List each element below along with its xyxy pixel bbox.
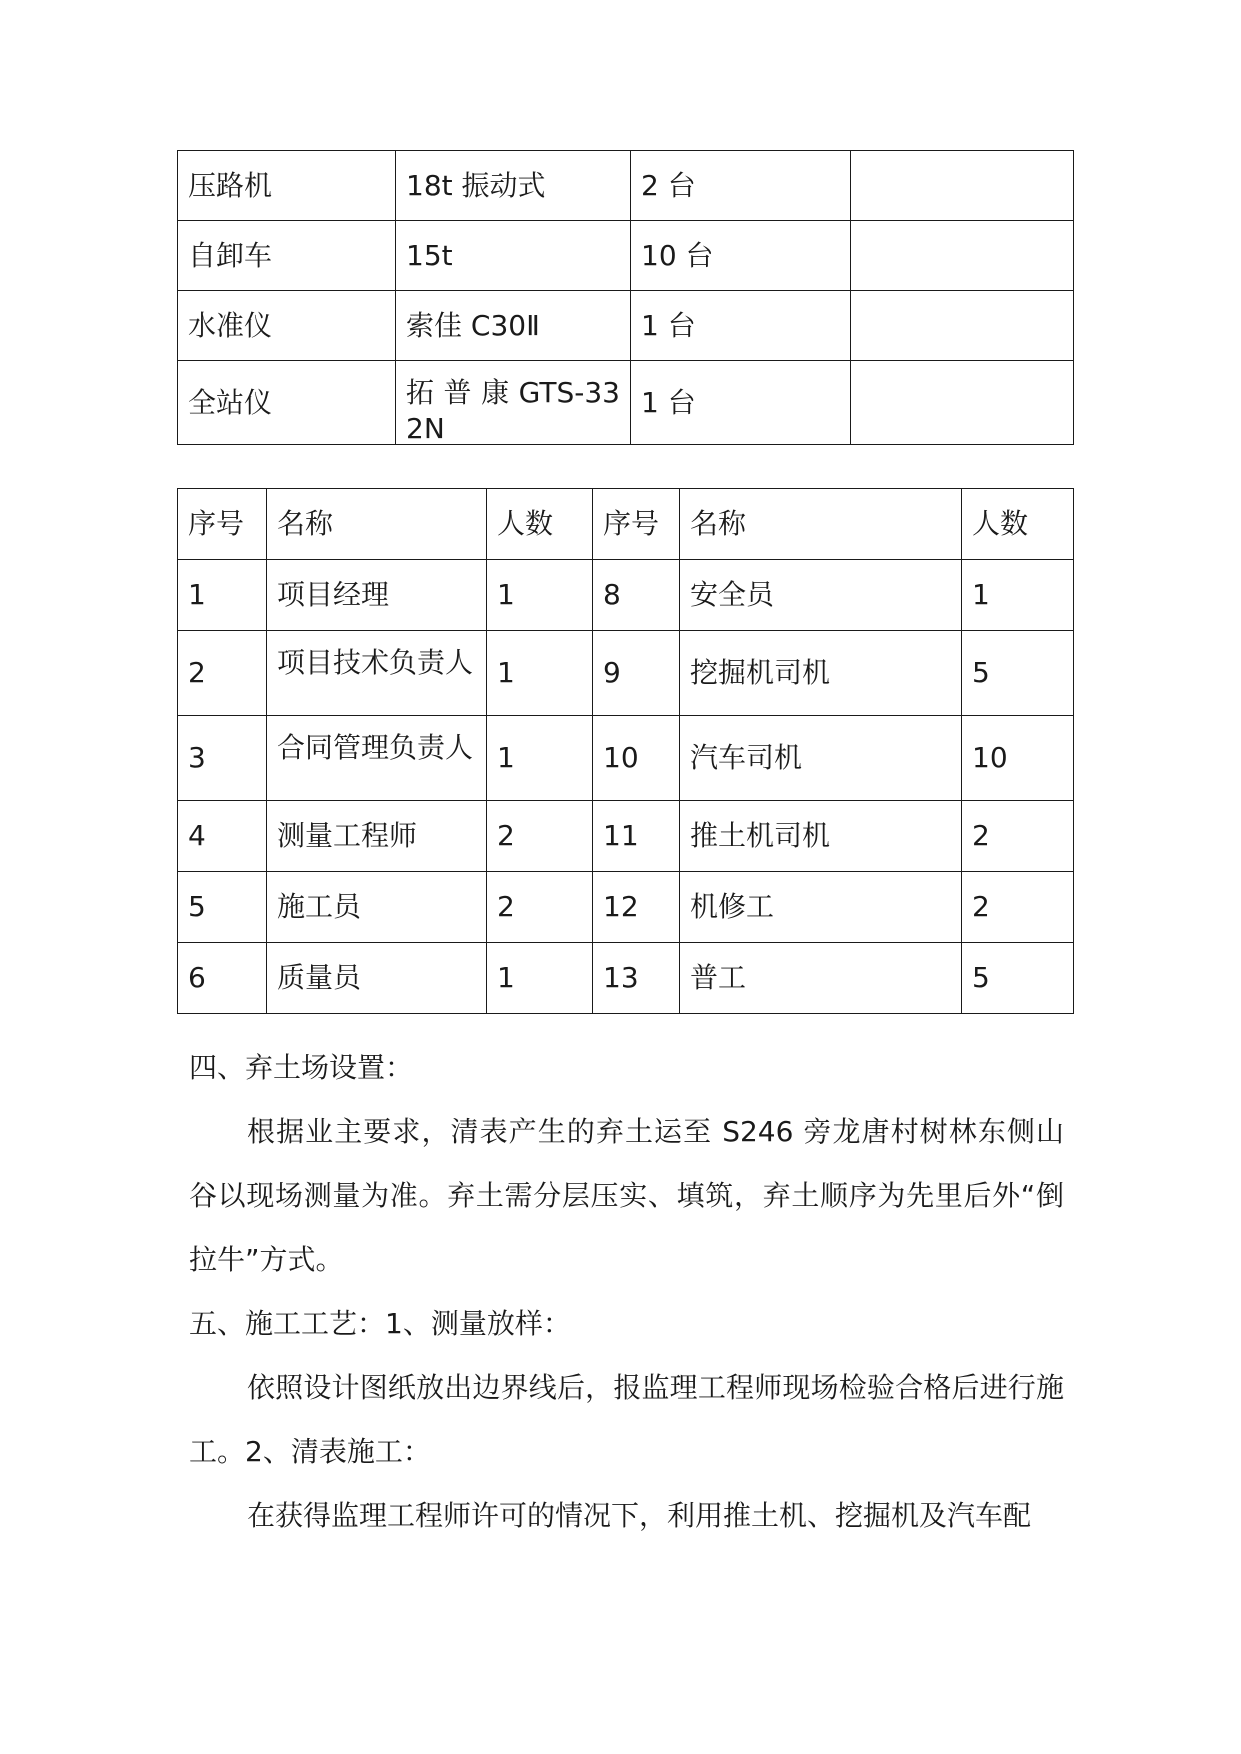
table-header-row (178, 489, 1074, 560)
staff-role: 机修工 (680, 872, 962, 943)
section5-heading: 五、施工工艺：1、测量放样： (189, 1307, 571, 1340)
table-row (178, 801, 1074, 872)
staff-count: 2 (487, 872, 593, 943)
equipment-note (851, 361, 1074, 445)
staff-role (267, 716, 487, 801)
equipment-qty: 10 台 (631, 221, 851, 291)
equipment-name: 全站仪 (178, 361, 396, 445)
staff-role-text: 合同管理负责人 (277, 731, 474, 764)
section4-heading: 四、弃土场设置： (189, 1051, 414, 1084)
table-row (178, 943, 1074, 1014)
staff-count: 1 (487, 560, 593, 631)
staff-role-text: 项目技术负责人 (277, 646, 474, 679)
column-header: 序号 (178, 489, 267, 560)
staff-role (267, 631, 487, 716)
equipment-qty: 1 台 (631, 361, 851, 445)
section5-body-continued: 在获得监理工程师许可的情况下，利用推土机、挖掘机及汽车配 (247, 1499, 1032, 1532)
staff-no: 2 (178, 631, 267, 716)
column-header: 序号 (593, 489, 680, 560)
equipment-spec (396, 361, 631, 445)
column-header: 名称 (680, 489, 962, 560)
staff-table (177, 488, 1074, 1014)
staff-count: 10 (962, 716, 1074, 801)
staff-no: 5 (178, 872, 267, 943)
staff-no: 10 (593, 716, 680, 801)
staff-no: 8 (593, 560, 680, 631)
staff-no: 6 (178, 943, 267, 1014)
staff-no: 13 (593, 943, 680, 1014)
staff-role: 测量工程师 (267, 801, 487, 872)
staff-count: 2 (962, 872, 1074, 943)
staff-count: 2 (487, 801, 593, 872)
equipment-qty: 2 台 (631, 151, 851, 221)
staff-no: 9 (593, 631, 680, 716)
staff-role: 质量员 (267, 943, 487, 1014)
staff-role: 汽车司机 (680, 716, 962, 801)
table-row (178, 872, 1074, 943)
equipment-note (851, 151, 1074, 221)
staff-role: 项目经理 (267, 560, 487, 631)
staff-count: 5 (962, 631, 1074, 716)
staff-role: 普工 (680, 943, 962, 1014)
section4-body: 根据业主要求，清表产生的弃土运至 S246 旁龙唐村树林东侧山谷以现场测量为准。弃土需分层压实、填筑，弃土顺序为先里后外“倒拉牛”方式。 (189, 1115, 1064, 1276)
equipment-spec: 索佳 C30Ⅱ (396, 291, 631, 361)
staff-role: 施工员 (267, 872, 487, 943)
equipment-name: 自卸车 (178, 221, 396, 291)
staff-role: 推土机司机 (680, 801, 962, 872)
table-row (178, 151, 1074, 221)
staff-count: 1 (487, 716, 593, 801)
table-row (178, 221, 1074, 291)
equipment-name: 水准仪 (178, 291, 396, 361)
staff-role: 安全员 (680, 560, 962, 631)
staff-no: 4 (178, 801, 267, 872)
column-header: 人数 (487, 489, 593, 560)
equipment-spec: 15t (396, 221, 631, 291)
table-row (178, 631, 1074, 716)
equipment-spec: 18t 振动式 (396, 151, 631, 221)
staff-count: 1 (487, 631, 593, 716)
table-row (178, 716, 1074, 801)
equipment-qty: 1 台 (631, 291, 851, 361)
column-header: 名称 (267, 489, 487, 560)
table-row (178, 291, 1074, 361)
staff-count: 1 (487, 943, 593, 1014)
staff-count: 2 (962, 801, 1074, 872)
section5-body: 依照设计图纸放出边界线后，报监理工程师现场检验合格后进行施工。2、清表施工： (189, 1371, 1064, 1468)
staff-no: 12 (593, 872, 680, 943)
table-row (178, 560, 1074, 631)
equipment-spec-text: 拓 普 康 GTS-332N (406, 376, 620, 445)
column-header: 人数 (962, 489, 1074, 560)
equipment-name: 压路机 (178, 151, 396, 221)
equipment-table (177, 150, 1074, 445)
equipment-note (851, 221, 1074, 291)
staff-role: 挖掘机司机 (680, 631, 962, 716)
staff-no: 1 (178, 560, 267, 631)
staff-count: 1 (962, 560, 1074, 631)
staff-count: 5 (962, 943, 1074, 1014)
equipment-note (851, 291, 1074, 361)
table-row (178, 361, 1074, 445)
staff-no: 11 (593, 801, 680, 872)
staff-no: 3 (178, 716, 267, 801)
